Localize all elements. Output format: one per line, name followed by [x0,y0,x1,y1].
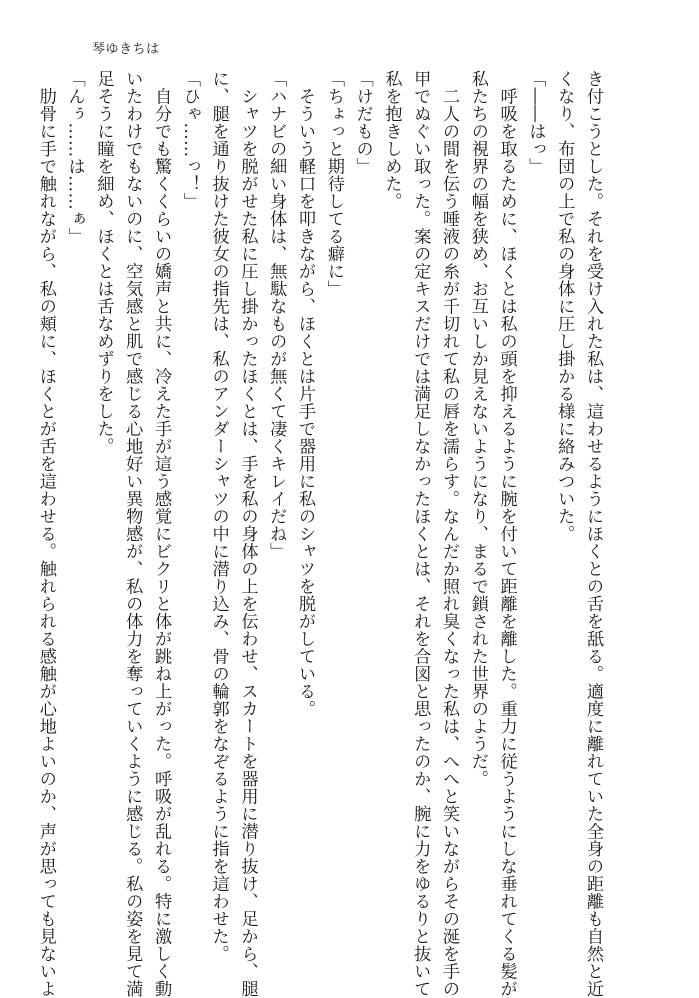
text-line: 呼吸を取るために、ほくとは私の頭を抑えるように腕を付いて距離を離した。重力に従うようにしな垂れてくる髪が [496,70,517,998]
text-line: シャツを脱がせた私に圧し掛かったほくとは、手を私の身体の上を伝わせ、スカートを器用に潜り抜け、足から、腿 [237,70,258,998]
text-line: 「――はっ」 [525,70,546,175]
text-line: 「ハナビの細い身体は、無駄なものが無くて凄くキレイだね」 [266,70,287,560]
text-line: 肋骨に手で触れながら、私の頬に、ほくとが舌を這わせる。触れられる感触が心地よいのか、声が思っても見ないよ [35,70,56,998]
text-line: そういう軽口を叩きながら、ほくとは片手で器用に私のシャツを脱がしている。 [295,70,316,718]
text-line: に、腿を通り抜けた彼女の指先は、私のアンダーシャツの中に潜り込み、骨の輪郭をなぞるように指を這わせた。 [208,70,229,963]
text-line: 二人の間を伝う唾液の糸が千切れて私の唇を濡らす。なんだか照れ臭くなった私は、へへと笑いながらその涎を手の [439,70,460,998]
text-line: 足そうに瞳を細め、ほくとは舌なめずりをした。 [93,70,114,455]
text-line: 「んぅ……は……ぁ」 [64,70,85,245]
text-line: いたわけでもないのに、空気感と肌で感じる心地好い異物感が、私の体力を奪っていくように感じる。私の姿を見て満 [122,70,143,998]
text-line: 「ひゃ……っ！」 [179,70,200,210]
text-line: くなり、布団の上で私の身体に圧し掛かる様に絡みついた。 [554,70,575,543]
page-body [35,70,607,998]
text-line: 「ちょっと期待してる癖に」 [323,70,344,298]
text-line: 甲でぬぐい取った。案の定キスだけでは満足しなかったほくとは、それを合図と思ったのか、腕に力をゆるりと抜いて [410,70,431,998]
text-line: き付こうとした。それを受け入れた私は、這わせるようにほくとの舌を舐る。適度に離れていた全身の距離も自然と近 [583,70,603,998]
text-line: 自分でも驚くくらいの嬌声と共に、冷えた手が這う感覚にビクリと体が跳ね上がった。呼吸が乱れる。特に激しく動 [151,70,172,998]
running-header: 琴ゆきちは [92,42,160,57]
text-line: 私を抱きしめた。 [381,70,402,210]
text-line: 私たちの視界の幅を狭め、お互いしか見えないようになり、まるで鎖された世界のようだ。 [467,70,488,788]
text-line: 「けだもの」 [352,70,373,175]
